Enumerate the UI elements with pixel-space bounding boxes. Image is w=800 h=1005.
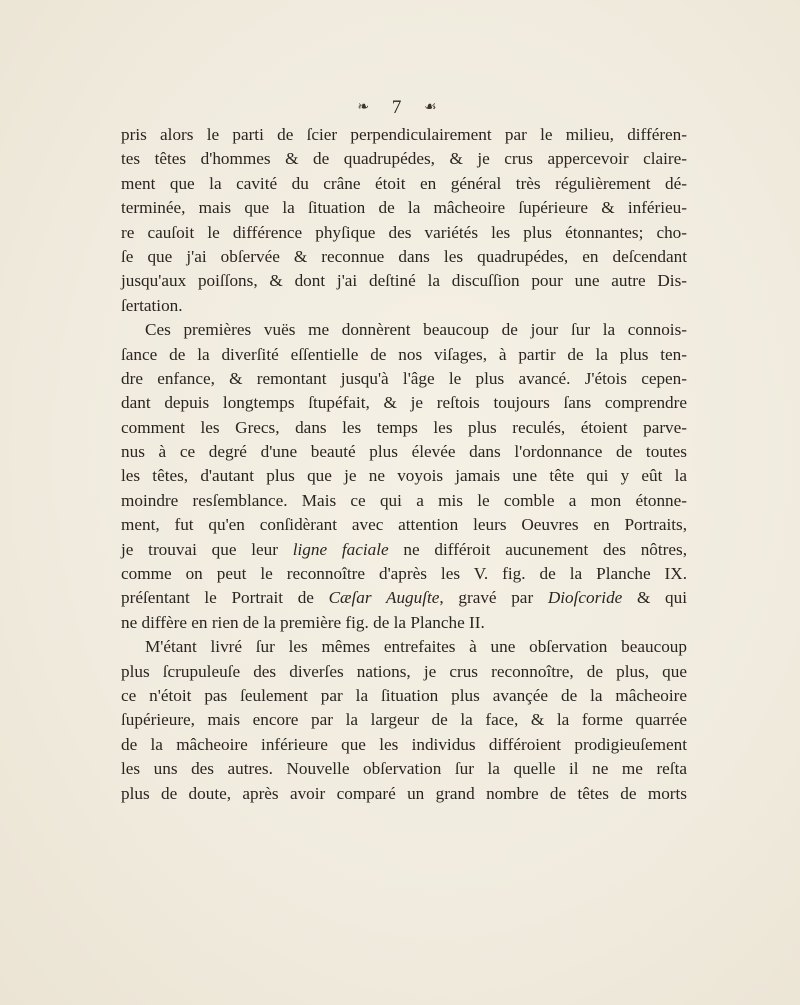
text-line: Ces premières vuës me donnèrent beaucoup de jour ſur la connois-	[145, 320, 687, 340]
text-line: pris alors le parti de ſcier perpendiculairement par le milieu, différen-	[121, 125, 687, 144]
text-line: ne diffère en rien de la première fig. de la Planche II.	[121, 612, 485, 632]
text-line: tes têtes d'hommes & de quadrupédes, & je crus appercevoir claire-	[121, 149, 687, 169]
text-line: ſupérieure, mais encore par la largeur de la face, & la forme quarrée	[121, 710, 687, 730]
text-line: plus de doute, après avoir comparé un grand nombre de têtes de morts	[121, 783, 687, 803]
text-line: ſe que j'ai obſervée & reconnue dans les quadrupédes, en deſcendant	[121, 246, 687, 266]
italic-term: Dioſcoride	[547, 588, 623, 608]
text-line: dre enfance, & remontant jusqu'à l'âge le plus avancé. J'étois cepen-	[121, 368, 687, 388]
text-line: comme on peut le reconnoître d'après les V. fig. de la Planche IX.	[121, 564, 687, 584]
text-line: ſertation.	[121, 295, 183, 315]
text-line: les têtes, d'autant plus que je ne voyois jamais une tête qui y eût la	[121, 466, 687, 486]
text-line: ment, fut qu'en conſidèrant avec attention leurs Oeuvres en Portraits,	[121, 515, 687, 535]
text-line: dant depuis longtemps ſtupéfait, & je reſtois toujours ſans comprendre	[121, 393, 687, 413]
text-line: préſentant le Portrait de Cæſar Auguſte, gravé par Dioſcoride & qui	[121, 588, 687, 608]
text-line: M'étant livré ſur les mêmes entrefaites à une obſervation beaucoup	[145, 637, 687, 657]
text-line: les uns des autres. Nouvelle obſervation ſur la quelle il ne me reſta	[121, 759, 687, 779]
text-line: jusqu'aux poiſſons, & dont j'ai deſtiné la discuſſion pour une autre Dis-	[121, 271, 687, 291]
text-line: je trouvai que leur ligne faciale ne différoit aucunement des nôtres,	[121, 539, 687, 559]
text-line: ſance de la diverſité eſſentielle de nos viſages, à partir de la plus ten-	[121, 344, 687, 364]
body-text	[121, 123, 687, 806]
text-line: moindre resſemblance. Mais ce qui a mis le comble a mon étonne-	[121, 490, 687, 510]
text-line: comment les Grecs, dans les temps les plus reculés, étoient parve-	[121, 417, 687, 437]
page-number: 7	[391, 96, 408, 118]
text-line: nus à ce degré d'une beauté plus élevée dans l'ordonnance de toutes	[121, 442, 687, 462]
ornament-left-icon: ❧	[357, 100, 376, 116]
page-header	[0, 96, 800, 119]
text-line: terminée, mais que la ſituation de la mâcheoire ſupérieure & inférieu-	[121, 198, 687, 218]
text-line: ce n'étoit pas ſeulement par la ſituation plus avançée de la mâcheoire	[121, 685, 687, 705]
italic-term: Cæſar Auguſte	[328, 588, 440, 608]
text-line: de la mâcheoire inférieure que les individus différoient prodigieuſement	[121, 734, 687, 754]
ornament-right-icon: ☙	[424, 100, 443, 116]
text-line: plus ſcrupuleuſe des diverſes nations, je crus reconnoître, de plus, que	[121, 661, 687, 681]
italic-term: ligne faciale	[292, 539, 389, 559]
text-line: ment que la cavité du crâne étoit en général très régulièrement dé-	[121, 173, 687, 193]
text-line: re cauſoit le différence phyſique des variétés les plus étonnantes; cho-	[121, 222, 687, 242]
